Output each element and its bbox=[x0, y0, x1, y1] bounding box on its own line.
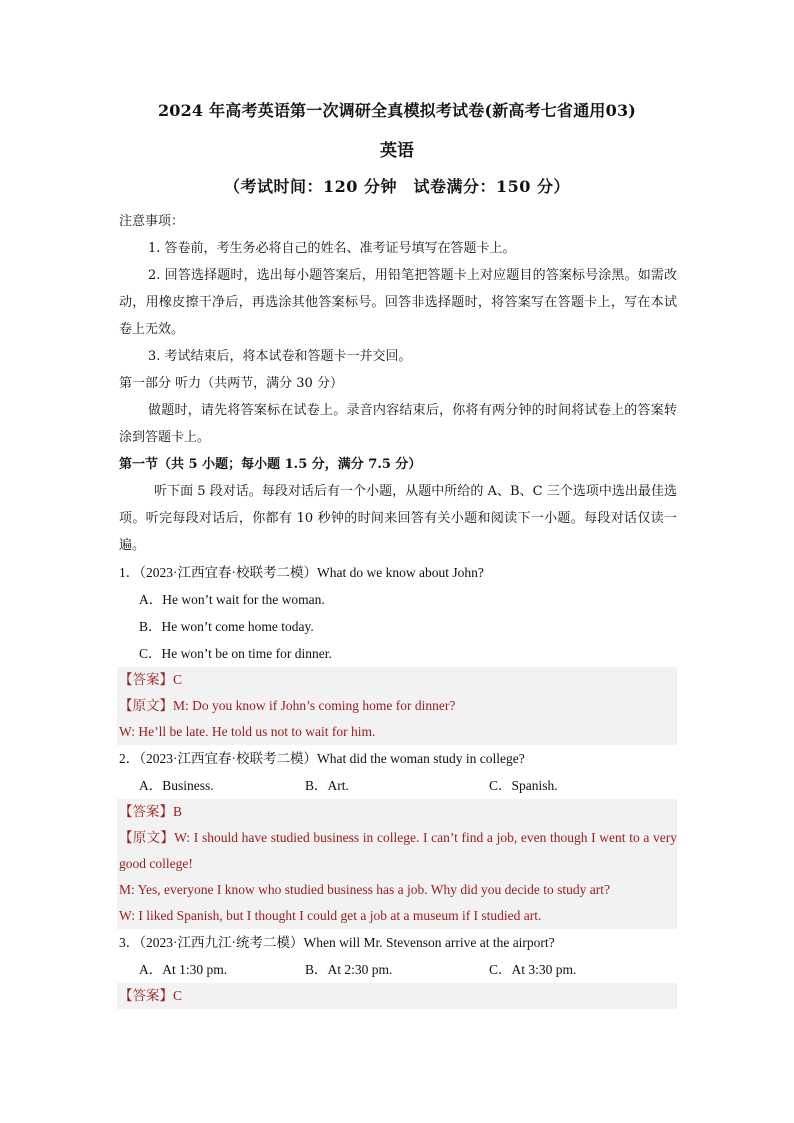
question-3-answer: 【答案】C bbox=[119, 988, 183, 1003]
question-1-option-c: C．He won’t be on time for dinner. bbox=[139, 646, 332, 661]
question-2-script-line-3: W: I liked Spanish, but I thought I could get a job at a museum if I studied art. bbox=[119, 908, 542, 923]
section1-heading: 第一节（共 5 小题；每小题 1.5 分，满分 7.5 分） bbox=[119, 457, 422, 472]
section1-instruction: 听下面 5 段对话。每段对话后有一个小题，从题中所给的 A、B、C 三个选项中选出最佳选项。听完每段对话后，你都有 10 秒钟的时间来回答有关小题和阅读下一小题。每段对话仅读一遍。 bbox=[119, 484, 677, 553]
question-3-option-c: C．At 3:30 pm. bbox=[489, 962, 577, 977]
exam-content bbox=[119, 208, 677, 1009]
question-3-stem: 3．（2023·江西九江·统考二模）When will Mr. Stevenson arrive at the airport? bbox=[119, 935, 555, 950]
question-2-answer: 【答案】B bbox=[119, 804, 183, 819]
question-1-stem: 1．（2023·江西宜春·校联考二模）What do we know about John? bbox=[119, 565, 484, 580]
notice-heading: 注意事项： bbox=[119, 214, 185, 229]
question-2-stem: 2．（2023·江西宜春·校联考二模）What did the woman study in college? bbox=[119, 751, 525, 766]
exam-time-info: （考试时间：120 分钟 试卷满分：150 分） bbox=[224, 177, 570, 196]
question-2-script-line-1: 【原文】W: I should have studied business in college. I can’t find a job, even though I went to a very good college! bbox=[119, 830, 677, 871]
question-2-answer-box bbox=[117, 799, 677, 929]
question-1-answer-box bbox=[117, 667, 677, 745]
question-2-option-a: A．Business. bbox=[139, 778, 214, 793]
question-2-option-b: B．Art. bbox=[305, 778, 349, 793]
notice-item-2: 2. 回答选择题时，选出每小题答案后，用铅笔把答题卡上对应题目的答案标号涂黑。如需改动，用橡皮擦干净后，再选涂其他答案标号。回答非选择题时，将答案写在答题卡上，写在本试卷上无效。 bbox=[119, 268, 677, 337]
notice-item-1: 1. 答卷前，考生务必将自己的姓名、准考证号填写在答题卡上。 bbox=[148, 241, 516, 256]
question-1-answer: 【答案】C bbox=[119, 672, 183, 687]
question-3-options bbox=[119, 956, 677, 983]
subject-title: 英语 bbox=[380, 141, 414, 161]
question-2-option-c: C．Spanish. bbox=[489, 778, 558, 793]
question-2-script-line-2: M: Yes, everyone I know who studied business has a job. Why did you decide to study art? bbox=[119, 882, 610, 897]
question-1-option-a: A．He won’t wait for the woman. bbox=[139, 592, 325, 607]
question-3-answer-box bbox=[117, 983, 677, 1009]
part1-heading: 第一部分 听力（共两节，满分 30 分） bbox=[119, 376, 343, 391]
question-3-option-a: A．At 1:30 pm. bbox=[139, 962, 228, 977]
exam-title: 2024 年高考英语第一次调研全真模拟考试卷(新高考七省通用03) bbox=[157, 101, 637, 120]
question-3-option-b: B．At 2:30 pm. bbox=[305, 962, 393, 977]
question-1-script-line-2: W: He’ll be late. He told us not to wait for him. bbox=[119, 724, 376, 739]
question-1-script-line-1: 【原文】M: Do you know if John’s coming home for dinner? bbox=[119, 698, 456, 713]
question-1-option-b: B．He won’t come home today. bbox=[139, 619, 314, 634]
part1-instruction: 做题时，请先将答案标在试卷上。录音内容结束后，你将有两分钟的时间将试卷上的答案转涂到答题卡上。 bbox=[119, 403, 677, 445]
question-2-options bbox=[119, 772, 677, 799]
notice-item-3: 3. 考试结束后，将本试卷和答题卡一并交回。 bbox=[148, 349, 412, 364]
